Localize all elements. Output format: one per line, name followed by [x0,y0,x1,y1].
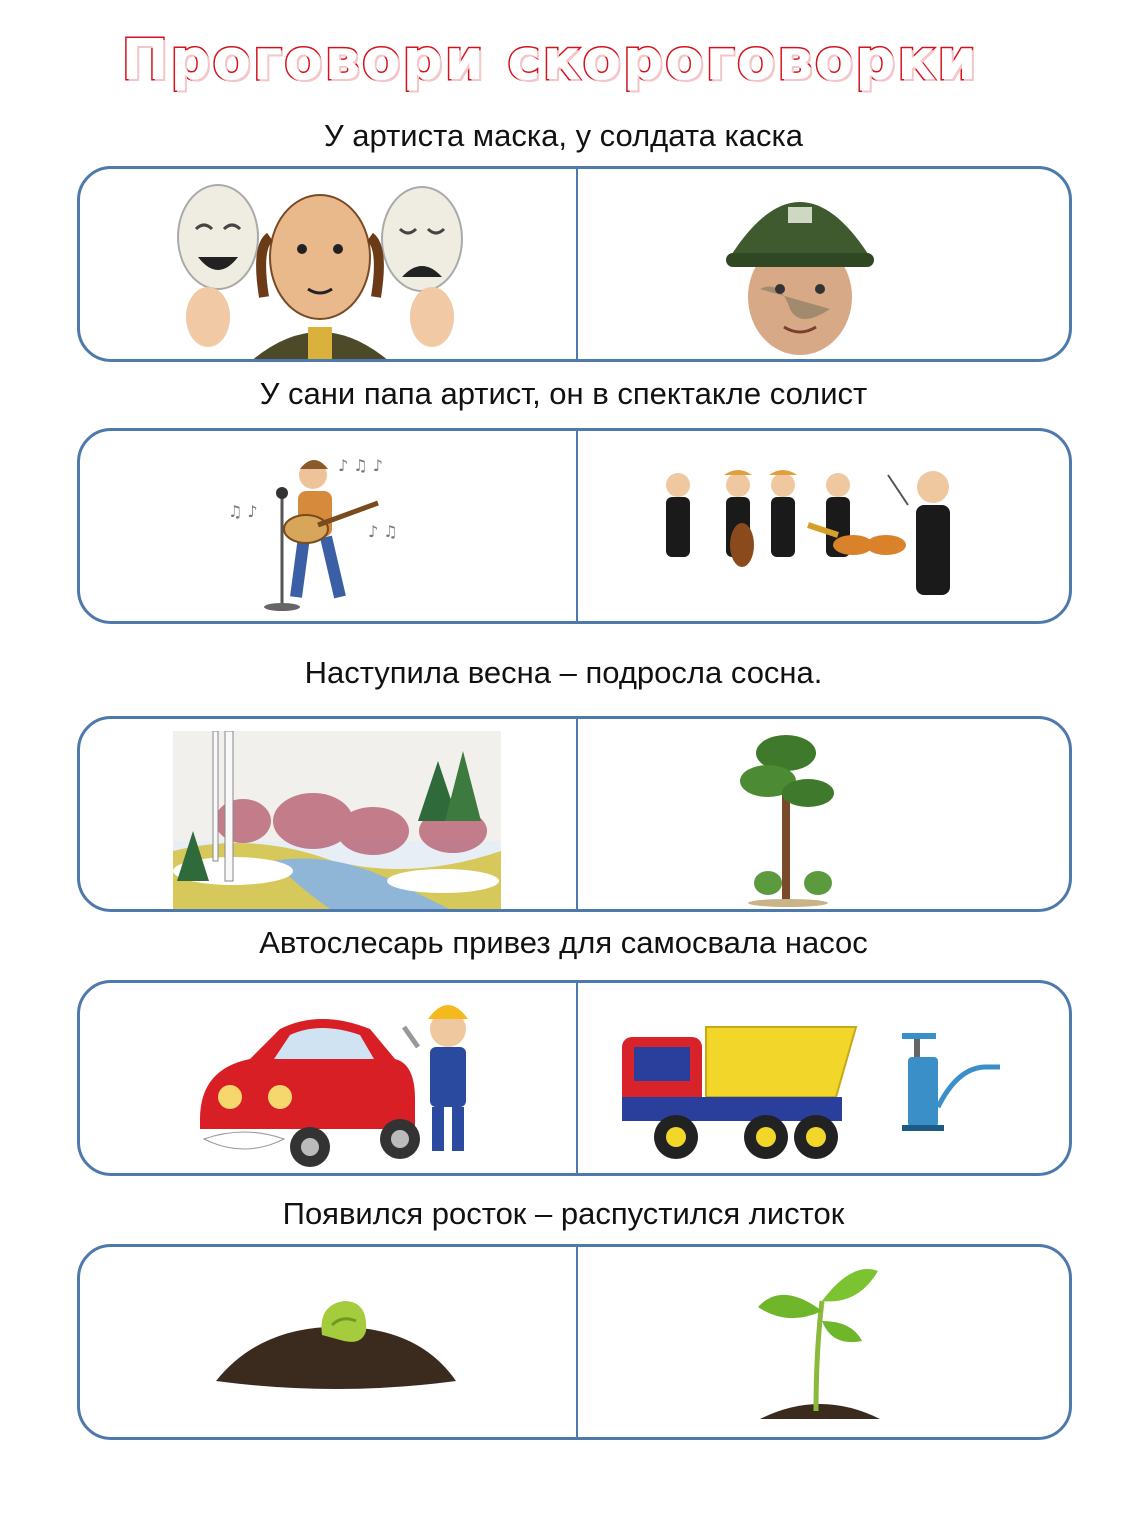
card-2 [77,428,1072,624]
seed-sprout-icon [212,1295,462,1395]
phrase-5: Появился росток – распустился листок [282,1196,845,1231]
page-title: Проговори скороговорки [121,28,979,93]
card-2-left [80,431,576,621]
card-3-left [80,719,576,909]
card-4 [77,980,1072,1176]
seedling-icon [750,1261,890,1431]
phrase-3: Наступила весна – подросла сосна. [304,655,823,690]
card-5 [77,1244,1072,1440]
card-5-right [578,1247,1069,1437]
card-2-right [578,431,1069,621]
card-5-left [80,1247,576,1437]
card-4-right [578,983,1069,1173]
phrase-2: У сани папа артист, он в спектакле солист [259,376,868,411]
card-3 [77,716,1072,912]
card-4-left [80,983,576,1173]
svg-text:♪ ♫ ♪: ♪ ♫ ♪ [338,456,383,475]
car-mechanic-icon [190,989,480,1169]
theatre-masks-icon [160,177,480,362]
phrase-4: Автослесарь привез для самосвала насос [259,925,868,960]
soldier-helmet-icon [720,179,880,359]
orchestra-icon [658,465,968,605]
card-1 [77,166,1072,362]
svg-text:♫ ♪: ♫ ♪ [228,502,258,521]
card-1-left [80,169,576,359]
card-1-right [578,169,1069,359]
dump-truck-pump-icon [616,1007,1016,1167]
svg-text:♪ ♫: ♪ ♫ [368,522,398,541]
spring-landscape-icon [173,731,501,911]
card-3-right [578,719,1069,909]
pine-tree-icon [738,733,838,908]
singer-guitar-icon [218,447,428,617]
phrase-1: У артиста маска, у солдата каска [323,118,804,153]
